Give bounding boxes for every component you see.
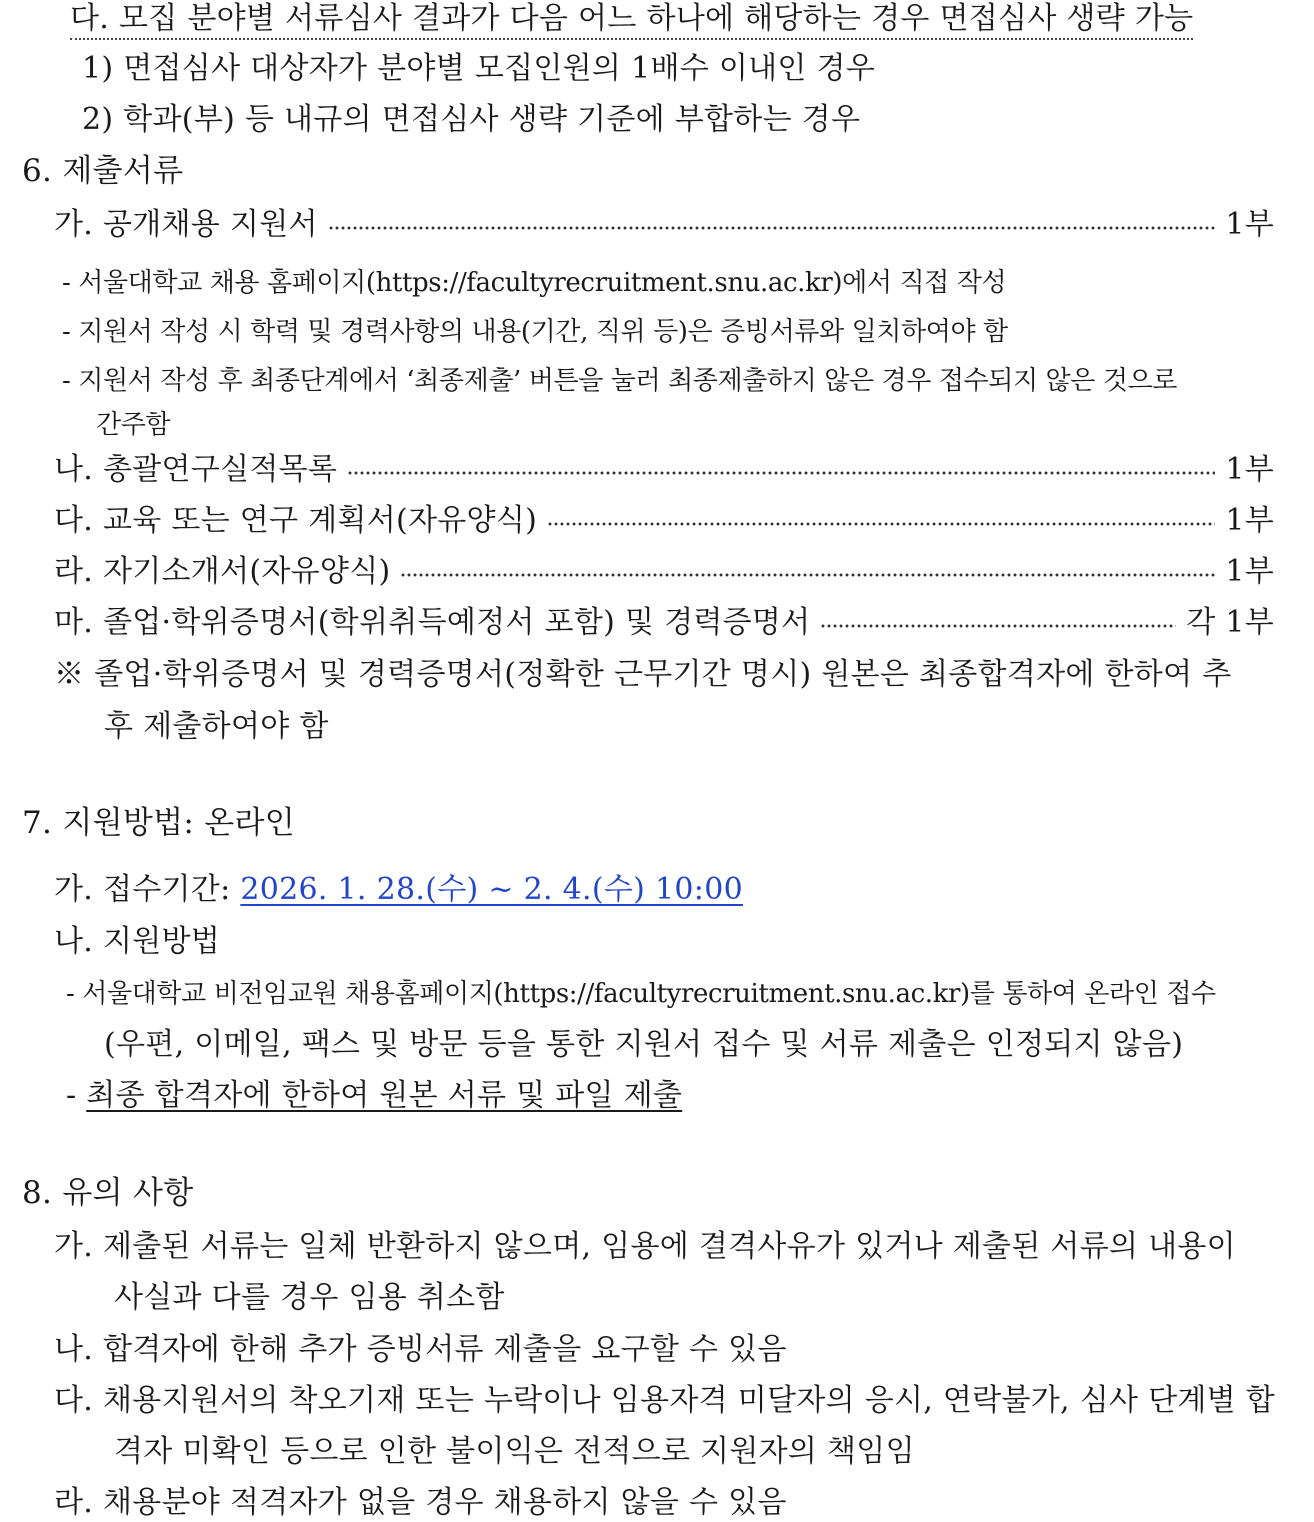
application-note-3-cont: 간주함 bbox=[96, 410, 171, 440]
leader-dots bbox=[820, 624, 1176, 628]
doc-item-label: 나. 총괄연구실적목록 bbox=[54, 452, 338, 487]
doc-item-label: 가. 공개채용 지원서 bbox=[54, 207, 318, 242]
doc-item-research-list bbox=[54, 451, 1274, 489]
application-period-date: 2026. 1. 28.(수) ~ 2. 4.(수) 10:00 bbox=[240, 872, 743, 907]
doc-item-plan bbox=[54, 502, 1274, 540]
application-period-label: 가. 접수기간: bbox=[54, 872, 241, 907]
notice-item-a-cont: 사실과 다를 경우 임용 취소함 bbox=[114, 1280, 505, 1315]
section-6-title: 6. 제출서류 bbox=[22, 153, 184, 189]
doc-item-count: 1부 bbox=[1225, 503, 1274, 538]
interview-skip-condition-2: 2) 학과(부) 등 내규의 면접심사 생략 기준에 부합하는 경우 bbox=[82, 102, 861, 137]
offline-not-accepted-note: (우편, 이메일, 팩스 및 방문 등을 통한 지원서 접수 및 서류 제출은 인정되지 않음) bbox=[104, 1027, 1184, 1062]
original-docs-note-cont: 후 제출하여야 함 bbox=[104, 709, 329, 744]
leader-dots bbox=[547, 522, 1215, 526]
doc-item-application bbox=[54, 206, 1274, 244]
final-submission-dash: - bbox=[66, 1078, 87, 1113]
notice-item-a: 가. 제출된 서류는 일체 반환하지 않으며, 임용에 결격사유가 있거나 제출된 서류의 내용이 bbox=[54, 1229, 1236, 1264]
section-8-title: 8. 유의 사항 bbox=[22, 1175, 194, 1211]
doc-item-count: 1부 bbox=[1225, 452, 1274, 487]
section-7-title: 7. 지원방법: 온라인 bbox=[22, 805, 295, 841]
leader-dots bbox=[347, 471, 1215, 475]
final-submission-text: 최종 합격자에 한하여 원본 서류 및 파일 제출 bbox=[86, 1078, 683, 1113]
leader-dots bbox=[400, 573, 1215, 577]
doc-item-label: 다. 교육 또는 연구 계획서(자유양식) bbox=[54, 503, 538, 538]
doc-item-count: 각 1부 bbox=[1186, 605, 1274, 640]
interview-skip-condition-1: 1) 면접심사 대상자가 분야별 모집인원의 1배수 이내인 경우 bbox=[82, 51, 876, 86]
interview-skip-text: 다. 모집 분야별 서류심사 결과가 다음 어느 하나에 해당하는 경우 면접심사 생략 가능 bbox=[70, 1, 1193, 40]
doc-item-count: 1부 bbox=[1225, 207, 1274, 242]
doc-item-count: 1부 bbox=[1225, 554, 1274, 589]
doc-item-self-intro bbox=[54, 553, 1274, 591]
application-note-3: - 지원서 작성 후 최종단계에서 ‘최종제출’ 버튼을 눌러 최종제출하지 않은 경우 접수되지 않은 것으로 bbox=[62, 366, 1177, 396]
notice-item-d: 라. 채용분야 적격자가 없을 경우 채용하지 않을 수 있음 bbox=[54, 1485, 787, 1520]
application-note-1: - 서울대학교 채용 홈페이지(https://facultyrecruitment.snu.ac.kr)에서 직접 작성 bbox=[62, 268, 1007, 298]
original-docs-note: ※ 졸업·학위증명서 및 경력증명서(정확한 근무기간 명시) 원본은 최종합격자에 한하여 추 bbox=[54, 657, 1232, 692]
leader-dots bbox=[328, 226, 1216, 230]
notice-item-c: 다. 채용지원서의 착오기재 또는 누락이나 임용자격 미달자의 응시, 연락불가, 심사 단계별 합 bbox=[54, 1383, 1276, 1418]
interview-skip-heading bbox=[70, 0, 1308, 38]
doc-item-label: 마. 졸업·학위증명서(학위취득예정서 포함) 및 경력증명서 bbox=[54, 605, 811, 640]
notice-item-c-cont: 격자 미확인 등으로 인한 불이익은 전적으로 지원자의 책임임 bbox=[114, 1434, 915, 1469]
notice-item-b: 나. 합격자에 한해 추가 증빙서류 제출을 요구할 수 있음 bbox=[54, 1332, 787, 1367]
online-submission-note: - 서울대학교 비전임교원 채용홈페이지(https://facultyrecruitment.snu.ac.kr)를 통하여 온라인 접수 bbox=[66, 979, 1216, 1009]
doc-item-label: 라. 자기소개서(자유양식) bbox=[54, 554, 391, 589]
final-submission-note bbox=[66, 1077, 1308, 1115]
doc-item-certificates bbox=[54, 604, 1274, 642]
application-method-heading: 나. 지원방법 bbox=[54, 924, 221, 959]
application-period bbox=[54, 871, 1308, 909]
application-note-2: - 지원서 작성 시 학력 및 경력사항의 내용(기간, 직위 등)은 증빙서류와 일치하여야 함 bbox=[62, 317, 1008, 347]
